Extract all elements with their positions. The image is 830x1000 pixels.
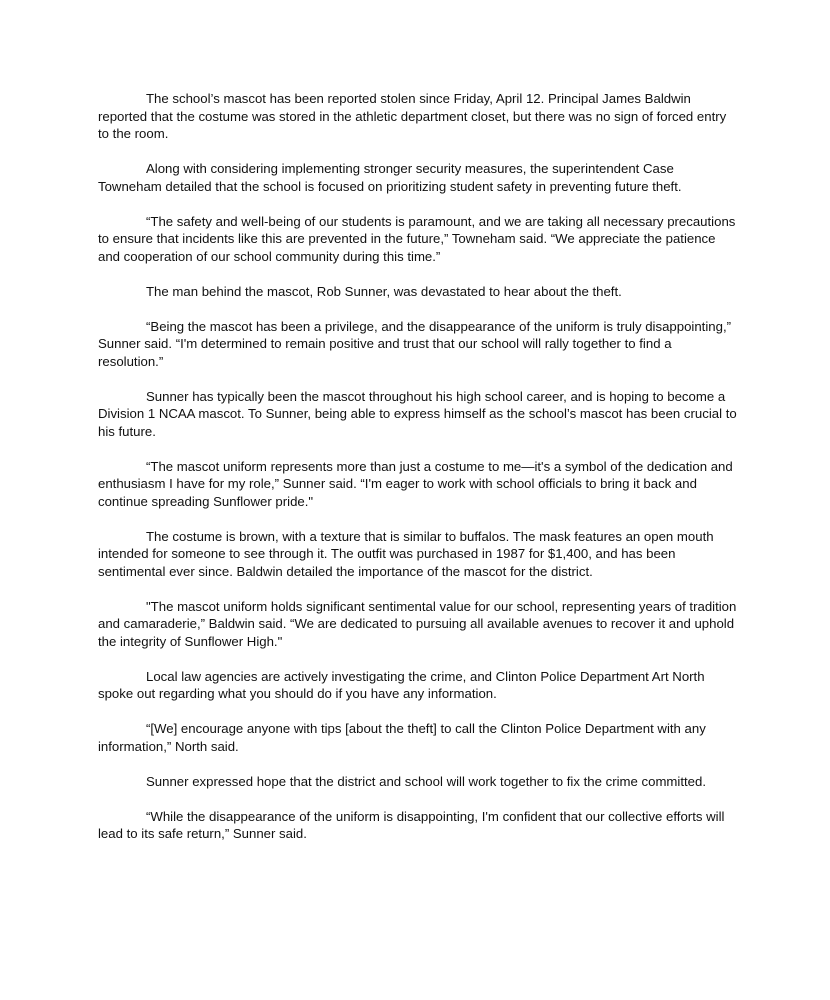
paragraph-costume-description: The costume is brown, with a texture that is similar to buffalos. The mask features an open mouth intended for someone to see through it. The outfit was purchased in 1987 for $1,400, and has been sentimental ever since. Baldwin detailed the importance of the mascot for the district.	[98, 528, 714, 579]
paragraph-sunner-quote-privilege: “Being the mascot has been a privilege, and the disappearance of the uniform is truly disappointing,” Sunner said. “I'm determined to remain positive and trust that our school will rally together to find a resolution.”	[98, 318, 731, 369]
paragraph-sunner-intro: The man behind the mascot, Rob Sunner, was devastated to hear about the theft.	[146, 283, 622, 299]
paragraph-towneham-quote: “The safety and well-being of our students is paramount, and we are taking all necessary precautions to ensure that incidents like this are prevented in the future,” Towneham said. “We appreciate the patience and cooperation of our school community during this time.”	[98, 213, 736, 264]
paragraph-police-investigation: Local law agencies are actively investigating the crime, and Clinton Police Department Art North spoke out regarding what you should do if you have any information.	[98, 668, 705, 701]
paragraph-sunner-career: Sunner has typically been the mascot throughout his high school career, and is hoping to become a Division 1 NCAA mascot. To Sunner, being able to express himself as the school’s mascot has been crucial to his future.	[98, 388, 737, 439]
paragraph-baldwin-quote: "The mascot uniform holds significant sentimental value for our school, representing years of tradition and camaraderie,” Baldwin said. “We are dedicated to pursuing all available avenues to recover it and uphold the integrity of Sunflower High."	[98, 598, 737, 649]
article-body	[98, 90, 738, 860]
paragraph-security-measures: Along with considering implementing stronger security measures, the superintendent Case Towneham detailed that the school is focused on prioritizing student safety in preventing future theft.	[98, 161, 682, 194]
paragraph-theft-report: The school’s mascot has been reported stolen since Friday, April 12. Principal James Baldwin reported that the costume was stored in the athletic department closet, but there was no sign of forced entry to the room.	[98, 91, 727, 141]
paragraph-north-quote: “[We] encourage anyone with tips [about the theft] to call the Clinton Police Department with any information,” North said.	[98, 721, 706, 754]
paragraph-sunner-quote-symbol: “The mascot uniform represents more than just a costume to me—it's a symbol of the dedication and enthusiasm I have for my role,” Sunner said. “I'm eager to work with school officials to bring it back and continue spreading Sunflower pride."	[98, 458, 733, 509]
paragraph-sunner-closing-quote: “While the disappearance of the uniform is disappointing, I'm confident that our collective efforts will lead to its safe return,” Sunner said.	[98, 808, 725, 841]
paragraph-sunner-hope: Sunner expressed hope that the district and school will work together to fix the crime committed.	[146, 773, 707, 789]
